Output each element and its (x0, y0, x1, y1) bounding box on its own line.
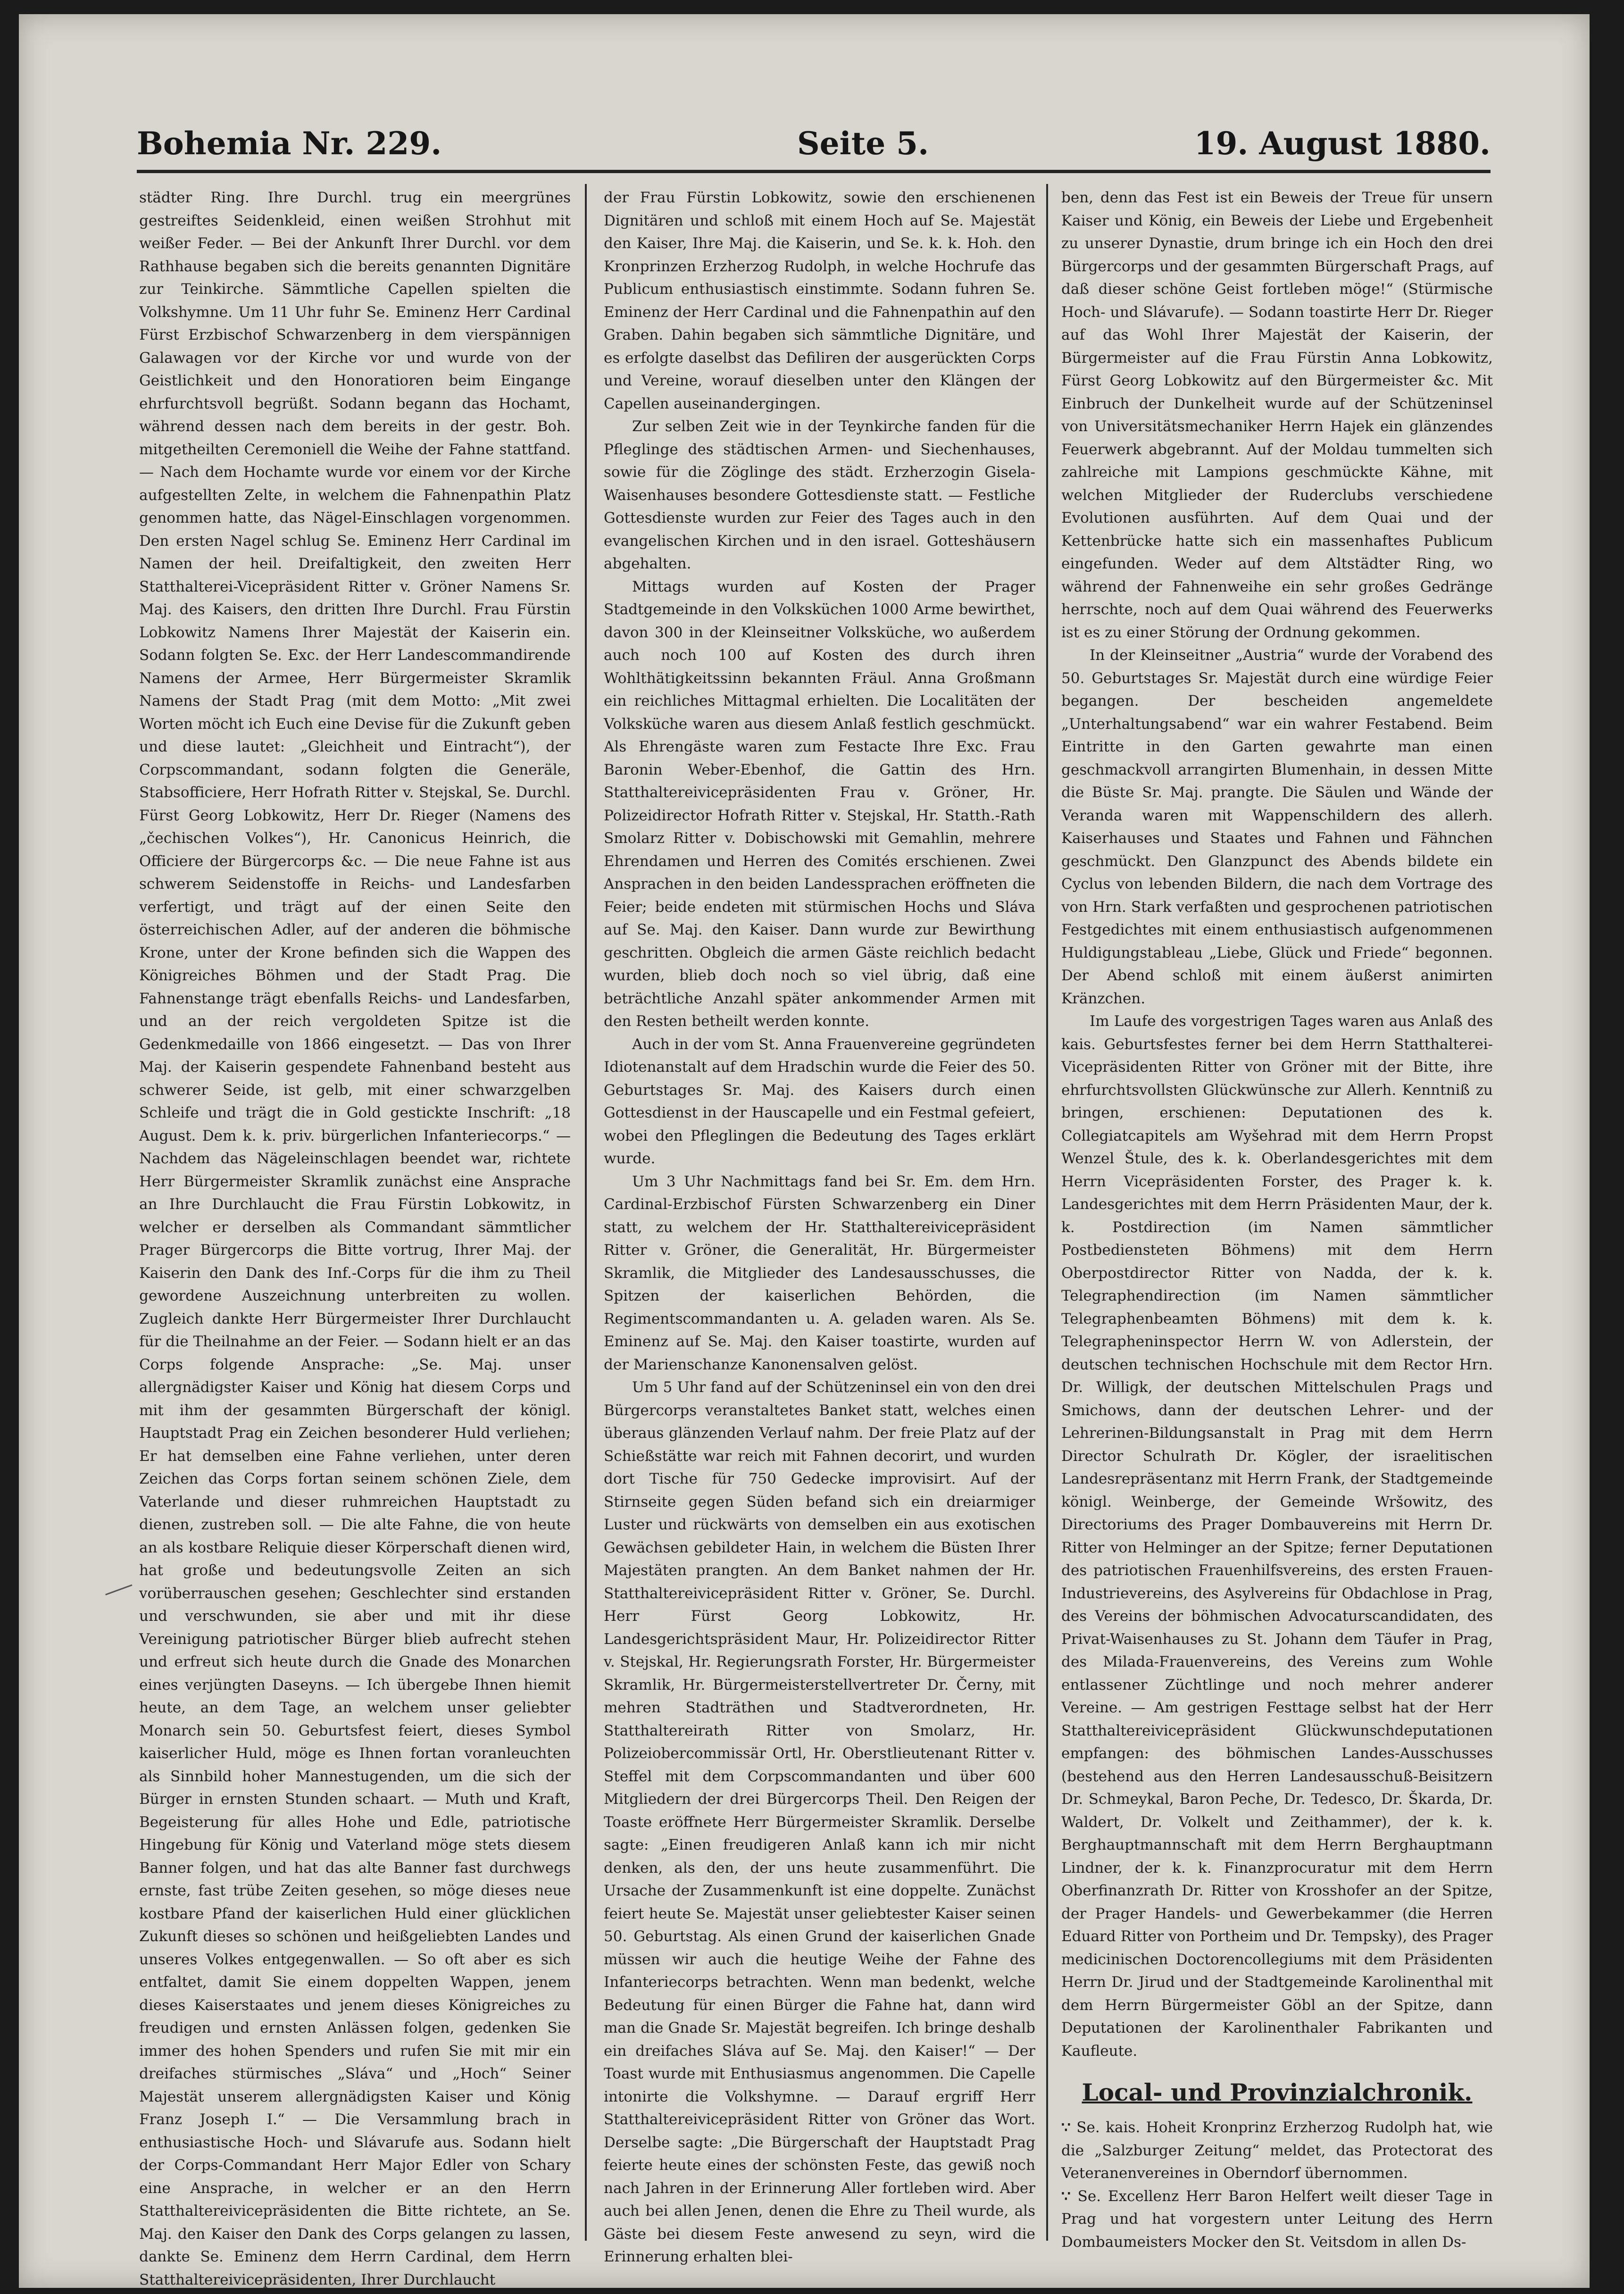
article-paragraph: Mittags wurden auf Kosten der Prager Stadtgemeinde in den Volksküchen 1000 Arme bewirthet, davon 300 in der Kleinseitner Volksküche, wo außerdem auch noch 100 auf Kosten des durch ihren Wohlthätigkeitssinn bekannten Fräul. Anna Großmann ein reichliches Mittagmal erhielten. Die Localitäten der Volksküche waren aus diesem Anlaß festlich geschmückt. Als Ehrengäste waren zum Festacte Ihre Exc. Frau Baronin Weber-Ebenhof, die Gattin des Hrn. Statthaltereivicepräsidenten Frau v. Gröner, Hr. Polizeidirector Hofrath Ritter v. Stejskal, Hr. Statth.-Rath Smolarz Ritter v. Dobischowski mit Gemahlin, mehrere Ehrendamen und Herren des Comités erschienen. Zwei Ansprachen in den beiden Landessprachen eröffneten die Feier; beide endeten mit stürmischen Hochs und Sláva auf Se. Maj. den Kaiser. Dann wurde zur Bewirthung geschritten. Obgleich die armen Gäste reichlich bedacht wurden, blieb doch noch so viel übrig, daß eine beträchtliche Anzahl später ankommender Armen mit den Resten betheilt werden konnte. (604, 578, 1035, 1030)
news-text: Se. kais. Hoheit Kronprinz Erzherzog Rudolph hat, wie die „Salzburger Zeitung“ meldet, das Protectorat des Veteranenvereines in Oberndorf übernommen. (1061, 2119, 1493, 2182)
news-marker: ∵ (1061, 2119, 1071, 2136)
column-1 (139, 186, 571, 2288)
news-text: Se. Excellenz Herr Baron Helfert weilt dieser Tage in Prag und hat vorgestern unter Leitung des Herrn Dombaumeisters Mocker den St. Veitsdom in allen Ds- (1061, 2187, 1493, 2251)
article-paragraph: Auch in der vom St. Anna Frauenvereine gegründeten Idiotenanstalt auf dem Hradschin wurde die Feier des 50. Geburtstages Sr. Maj. des Kaisers durch einen Gottesdienst in der Hauscapelle und ein Festmal gefeiert, wobei den Pfleglingen die Bedeutung des Tages erklärt wurde. (604, 1035, 1035, 1167)
header-rule (137, 170, 1491, 173)
newspaper-name: Bohemia Nr. 229. (137, 125, 442, 162)
article-paragraph: Um 3 Uhr Nachmittags fand bei Sr. Em. dem Hrn. Cardinal-Erzbischof Fürsten Schwarzenberg ein Diner statt, zu welchem der Hr. Statthaltereivicepräsident Ritter v. Gröner, die Generalität, Hr. Bürgermeister Skramlik, die Mitglieder des Landesausschusses, die Spitzen der kaiserlichen Behörden, die Regimentscommandanten u. A. geladen waren. Als Se. Eminenz auf Se. Maj. den Kaiser toastirte, wurden auf der Marienschanze Kanonensalven gelöst. (604, 1173, 1035, 1373)
margin-pencil-mark (99, 1567, 132, 1595)
news-item (1061, 2116, 1493, 2185)
article-paragraph: Im Laufe des vorgestrigen Tages waren aus Anlaß des kais. Geburtsfestes ferner bei dem Herrn Statthalterei-Vicepräsidenten Ritter von Gröner mit der Bitte, ihre ehrfurchtsvollsten Glückwünsche zur Allerh. Kenntniß zu bringen, erschienen: Deputationen des k. Collegiatcapitels am Wyšehrad mit dem Herrn Propst Wenzel Štule, des k. k. Oberlandesgerichtes mit dem Herrn Vicepräsidenten Forster, des Prager k. k. Landesgerichtes mit dem Herrn Präsidenten Maur, der k. k. Postdirection (im Namen sämmtlicher Postbediensteten Böhmens) mit dem Herrn Oberpostdirector Ritter von Nadda, der k. k. Telegraphendirection (im Namen sämmtlicher Telegraphenbeamten Böhmens) mit dem k. k. Telegrapheninspector Herrn W. von Adlerstein, der deutschen technischen Hochschule mit dem Rector Hrn. Dr. Willigk, der deutschen Mittelschulen Prags und Smichows, dann der deutschen Lehrer- und der Lehrerinen-Bildungsanstalt in Prag mit dem Herrn Director Schulrath Dr. Kögler, der israelitischen Landesrepräsentanz mit Herrn Frank, der Stadtgemeinde königl. Weinberge, der Gemeinde Wršowitz, des Directoriums des Prager Dombauvereins mit Herrn Dr. Ritter von Helminger an der Spitze; ferner Deputationen des patriotischen Frauenhilfsvereins, des ersten Frauen-Industrievereins, des Asylvereins für Obdachlose in Prag, des Vereins der böhmischen Advocaturscandidaten, des Privat-Waisenhauses zu St. Johann dem Täufer in Prag, des Milada-Frauenvereins, des Vereins zum Wohle entlassener Züchtlinge und noch mehrer anderer Vereine. — Am gestrigen Festtage selbst hat der Herr Statthaltereivicepräsident Glückwunschdeputationen empfangen: des böhmischen Landes-Ausschusses (bestehend aus den Herren Landesausschuß-Beisitzern Dr. Schmeykal, Baron Peche, Dr. Tedesco, Dr. Škarda, Dr. Waldert, Dr. Volkelt und Zeithammer), der k. k. Berghauptmannschaft mit dem Herrn Berghauptmann Lindner, der k. k. Finanzprocuratur mit dem Herrn Oberfinanzrath Dr. Ritter von Krosshofer an der Spitze, der Prager Handels- und Gewerbekammer (die Herren Eduard Ritter von Portheim und Dr. Tempsky), des Prager medicinischen Doctorencollegiums mit dem Präsidenten Herrn Dr. Jirud und der Stadtgemeinde Karolinenthal mit dem Herrn Bürgermeister Göbl an der Spitze, dann Deputationen der Karolinenthaler Fabrikanten und Kaufleute. (1061, 1013, 1493, 2060)
newspaper-page (19, 14, 1590, 2288)
article-paragraph: Zur selben Zeit wie in der Teynkirche fanden für die Pfleglinge des städtischen Armen- und Siechenhauses, sowie für die Zöglinge des städt. Erzherzogin Gisela-Waisenhauses besondere Gottesdienste statt. — Festliche Gottesdienste wurden zur Feier des Tages auch in den evangelischen Kirchen und in den israel. Gotteshäusern abgehalten. (604, 418, 1035, 572)
section-heading: Local- und Provinzialchronik. (1082, 2078, 1473, 2106)
page-header (137, 116, 1491, 172)
article-paragraph: ben, denn das Fest ist ein Beweis der Treue für unsern Kaiser und König, ein Beweis der Liebe und Ergebenheit zu unserer Dynastie, drum bringe ich ein Hoch den drei Bürgercorps und der gesammten Bürgerschaft Prags, auf daß dieser schöne Geist fortleben möge!“ (Stürmische Hoch- und Slávarufe). — Sodann toastirte Herr Dr. Rieger auf das Wohl Ihrer Majestät der Kaiserin, der Bürgermeister auf die Frau Fürstin Anna Lobkowitz, Fürst Georg Lobkowitz auf den Bürgermeister &c. Mit Einbruch der Dunkelheit wurde auf der Schützeninsel von Universitätsmechaniker Herrn Hajek ein glänzendes Feuerwerk abgebrannt. Auf der Moldau tummelten sich zahlreiche mit Lampions geschmückte Kähne, mit welchen Mitglieder der Ruderclubs verschiedene Evolutionen ausführten. Auf dem Quai und der Kettenbrücke hatte sich ein massenhaftes Publicum eingefunden. Weder auf dem Altstädter Ring, wo während der Fahnenweihe ein sehr großes Gedränge herrschte, noch auf dem Quai während des Feuerwerks ist es zu einer Störung der Ordnung gekommen. (1061, 189, 1493, 641)
page-number: Seite 5. (797, 125, 929, 162)
article-paragraph: städter Ring. Ihre Durchl. trug ein meergrünes gestreiftes Seidenkleid, einen weißen Strohhut mit weißer Feder. — Bei der Ankunft Ihrer Durchl. vor dem Rathhause begaben sich die bereits genannten Dignitäre zur Teinkirche. Sämmtliche Capellen spielten die Volkshymne. Um 11 Uhr fuhr Se. Eminenz Herr Cardinal Fürst Erzbischof Schwarzenberg in dem vierspännigen Galawagen vor der Kirche vor und wurde von der Geistlichkeit und den Honoratioren beim Eingange ehrfurchtsvoll begrüßt. Sodann begann das Hochamt, während dessen nach dem bereits in der gestr. Boh. mitgetheilten Ceremoniell die Weihe der Fahne stattfand. — Nach dem Hochamte wurde vor einem vor der Kirche aufgestellten Zelte, in welchem die Fahnenpathin Platz genommen hatte, das Nägel-Einschlagen vorgenommen. Den ersten Nagel schlug Se. Eminenz Herr Cardinal im Namen der heil. Dreifaltigkeit, den zweiten Herr Statthalterei-Vicepräsident Ritter v. Gröner Namens Sr. Maj. des Kaisers, den dritten Ihre Durchl. Frau Fürstin Lobkowitz Namens Ihrer Majestät der Kaiserin ein. Sodann folgten Se. Exc. der Herr Landescommandirende Namens der Armee, Herr Bürgermeister Skramlik Namens der Stadt Prag (mit dem Motto: „Mit zwei Worten möcht ich Euch eine Devise für die Zukunft geben und diese lautet: „Gleichheit und Eintracht“), der Corpscommandant, sodann folgten die Generäle, Stabsofficiere, Herr Hofrath Ritter v. Stejskal, Se. Durchl. Fürst Georg Lobkowitz, Herr Dr. Rieger (Namens des „čechischen Volkes“), Hr. Canonicus Heinrich, die Officiere der Bürgercorps &c. — Die neue Fahne ist aus schwerem Seidenstoffe in Reichs- und Landesfarben verfertigt, und trägt auf der einen Seite den österreichischen Adler, auf der anderen die böhmische Krone, unter der Krone befinden sich die Wappen des Königreiches Böhmen und der Stadt Prag. Die Fahnenstange trägt ebenfalls Reichs- und Landesfarben, und an der reich vergoldeten Spitze ist die Gedenkmedaille von 1866 eingesetzt. — Das von Ihrer Maj. der Kaiserin gespendete Fahnenband besteht aus schwerer Seide, ist gelb, mit einer schwarzgelben Schleife und trägt die in Gold gestickte Inschrift: „18 August. Dem k. k. priv. bürgerlichen Infanteriecorps.“ — Nachdem das Nägeleinschlagen beendet war, richtete Herr Bürgermeister Skramlik zunächst eine Ansprache an Ihre Durchlaucht die Frau Fürstin Lobkowitz, in welcher er derselben als Commandant sämmtlicher Prager Bürgercorps die Bitte vortrug, Ihrer Maj. der Kaiserin den Dank des Inf.-Corps für die ihm zu Theil gewordene Auszeichnung unterbreiten zu wollen. Zugleich dankte Herr Bürgermeister Ihrer Durchlaucht für die Theilnahme an der Feier. — Sodann hielt er an das Corps folgende Ansprache: „Se. Maj. unser allergnädigster Kaiser und König hat diesem Corps und mit ihm der gesammten Bürgerschaft der königl. Hauptstadt Prag ein Zeichen besonderer Huld verliehen; Er hat demselben eine Fahne verliehen, unter deren Zeichen das Corps fortan seinem schönen Ziele, dem Vaterlande und dieser ruhmreichen Hauptstadt zu dienen, zustreben soll. — Die alte Fahne, die von heute an als kostbare Reliquie dieser Körperschaft dienen wird, hat große und bedeutungsvolle Zeiten an sich vorüberrauschen gesehen; Geschlechter sind erstanden und verschwunden, sie aber und mit ihr diese Vereinigung patriotischer Bürger blieb aufrecht stehen und erfreut sich heute durch die Gnade des Monarchen eines verjüngten Daseyns. — Ich übergebe Ihnen hiemit heute, an dem Tage, an welchem unser geliebter Monarch sein 50. Geburtsfest feiert, dieses Symbol kaiserlicher Huld, möge es Ihnen fortan voranleuchten als Sinnbild hoher Mannestugenden, um die sich der Bürger in ernsten Stunden schaart. — Muth und Kraft, Begeisterung für alles Hohe und Edle, patriotische Hingebung für König und Vaterland möge stets diesem Banner folgen, und hat das alte Banner fast durchwegs ernste, fast trübe Zeiten gesehen, so möge dieses neue kostbare Pfand der kaiserlichen Huld einer glücklichen Zukunft dieses so schönen und heißgeliebten Landes und unseres Volkes entgegenwallen. — So oft aber es sich entfaltet, damit Sie einem doppelten Wappen, jenem dieses Kaiserstaates und jenem dieses Königreiches zu freudigen und ernsten Anlässen folgen, gedenken Sie immer des hohen Spenders und rufen Sie mit mir ein dreifaches stürmisches „Sláva“ und „Hoch“ Seiner Majestät unserem allergnädigsten Kaiser und König Franz Joseph I.“ — Die Versammlung brach in enthusiastische Hoch- und Slávarufe aus. Sodann hielt der Corps-Commandant Herr Major Edler von Schary eine Ansprache, in welcher er an den Herrn Statthaltereivicepräsidenten die Bitte richtete, an Se. Maj. den Kaiser den Dank des Corps gelangen zu lassen, dankte Se. Eminenz dem Herrn Cardinal, dem Herrn Statthaltereivicepräsidenten, Ihrer Durchlaucht (139, 189, 571, 2288)
column-divider (585, 184, 587, 2241)
news-marker: ∵ (1061, 2187, 1071, 2205)
article-paragraph: In der Kleinseitner „Austria“ wurde der Vorabend des 50. Geburtstages Sr. Majestät durch eine würdige Feier begangen. Der bescheiden angemeldete „Unterhaltungsabend“ war ein wahrer Festabend. Beim Eintritte in den Garten gewahrte man einen geschmackvoll arrangirten Blumenhain, in dessen Mitte die Büste Sr. Maj. prangte. Die Säulen und Wände der Veranda waren mit Wappenschildern des allerh. Kaiserhauses und Staates und Fahnen und Fähnchen geschmückt. Den Glanzpunct des Abends bildete ein Cyclus von lebenden Bildern, die nach dem Vortrage des von Hrn. Stark verfaßten und gesprochenen patriotischen Festgedichtes mit einem enthusiastisch aufgenommenen Huldigungstableau „Liebe, Glück und Friede“ begonnen. Der Abend schloß mit einem äußerst animirten Kränzchen. (1061, 647, 1493, 1007)
article-paragraph: Um 5 Uhr fand auf der Schützeninsel ein von den drei Bürgercorps veranstaltetes Banket statt, welches einen überaus glänzenden Verlauf nahm. Der freie Platz auf der Schießstätte war reich mit Fahnen decorirt, und wurden dort Tische für 750 Gedecke improvisirt. Auf der Stirnseite gegen Süden befand sich ein dreiarmiger Luster und rückwärts von demselben ein aus exotischen Gewächsen gebildeter Hain, in welchem die Büsten Ihrer Majestäten prangten. An dem Banket nahmen der Hr. Statthaltereivicepräsident Ritter v. Gröner, Se. Durchl. Herr Fürst Georg Lobkowitz, Hr. Landesgerichtspräsident Maur, Hr. Polizeidirector Ritter v. Stejskal, Hr. Regierungsrath Forster, Hr. Bürgermeister Skramlik, Hr. Bürgermeisterstellvertreter Dr. Černy, mit mehren Stadträthen und Stadtverordneten, Hr. Statthaltereirath Ritter von Smolarz, Hr. Polizeiobercommissär Ortl, Hr. Oberstlieutenant Ritter v. Steffel mit dem Corpscommandanten und über 600 Mitgliedern der drei Bürgercorps Theil. Den Reigen der Toaste eröffnete Herr Bürgermeister Skramlik. Derselbe sagte: „Einen freudigeren Anlaß kann ich mir nicht denken, als den, der uns heute zusammenführt. Die Ursache der Zusammenkunft ist eine doppelte. Zunächst feiert heute Se. Majestät unser geliebtester Kaiser seinen 50. Geburtstag. Als einen Grund der kaiserlichen Gnade müssen wir auch die heutige Weihe der Fahne des Infanteriecorps betrachten. Wenn man bedenkt, welche Bedeutung für einen Bürger die Fahne hat, dann wird man die Gnade Sr. Majestät begreifen. Ich bringe deshalb ein dreifaches Sláva auf Se. Maj. den Kaiser!“ — Der Toast wurde mit Enthusiasmus angenommen. Die Capelle intonirte die Volkshymne. — Darauf ergriff Herr Statthaltereivicepräsident Ritter von Gröner das Wort. Derselbe sagte: „Die Bürgerschaft der Hauptstadt Prag feierte heute eines der schönsten Feste, das gewiß noch nach Jahren in der Erinnerung Aller fortleben wird. Aber auch bei allen Jenen, denen die Ehre zu Theil wurde, als Gäste bei diesem Feste anwesend zu seyn, wird die Erinnerung erhalten blei- (604, 1379, 1035, 2265)
column-2 (604, 186, 1035, 2265)
column-3 (1061, 186, 1493, 2251)
column-divider (1046, 184, 1048, 2241)
issue-date: 19. August 1880. (1194, 125, 1491, 162)
article-paragraph: der Frau Fürstin Lobkowitz, sowie den erschienenen Dignitären und schloß mit einem Hoch auf Se. Majestät den Kaiser, Ihre Maj. die Kaiserin, und Se. k. k. Hoh. den Kronprinzen Erzherzog Rudolph, in welche Hochrufe das Publicum enthusiastisch einstimmte. Sodann fuhren Se. Eminenz der Herr Cardinal und die Fahnenpathin auf den Graben. Dahin begaben sich sämmtliche Dignitäre, und es erfolgte daselbst das Defiliren der ausgerückten Corps und Vereine, worauf dieselben unter den Klängen der Capellen auseinandergingen. (604, 189, 1035, 412)
news-item (1061, 2185, 1493, 2254)
